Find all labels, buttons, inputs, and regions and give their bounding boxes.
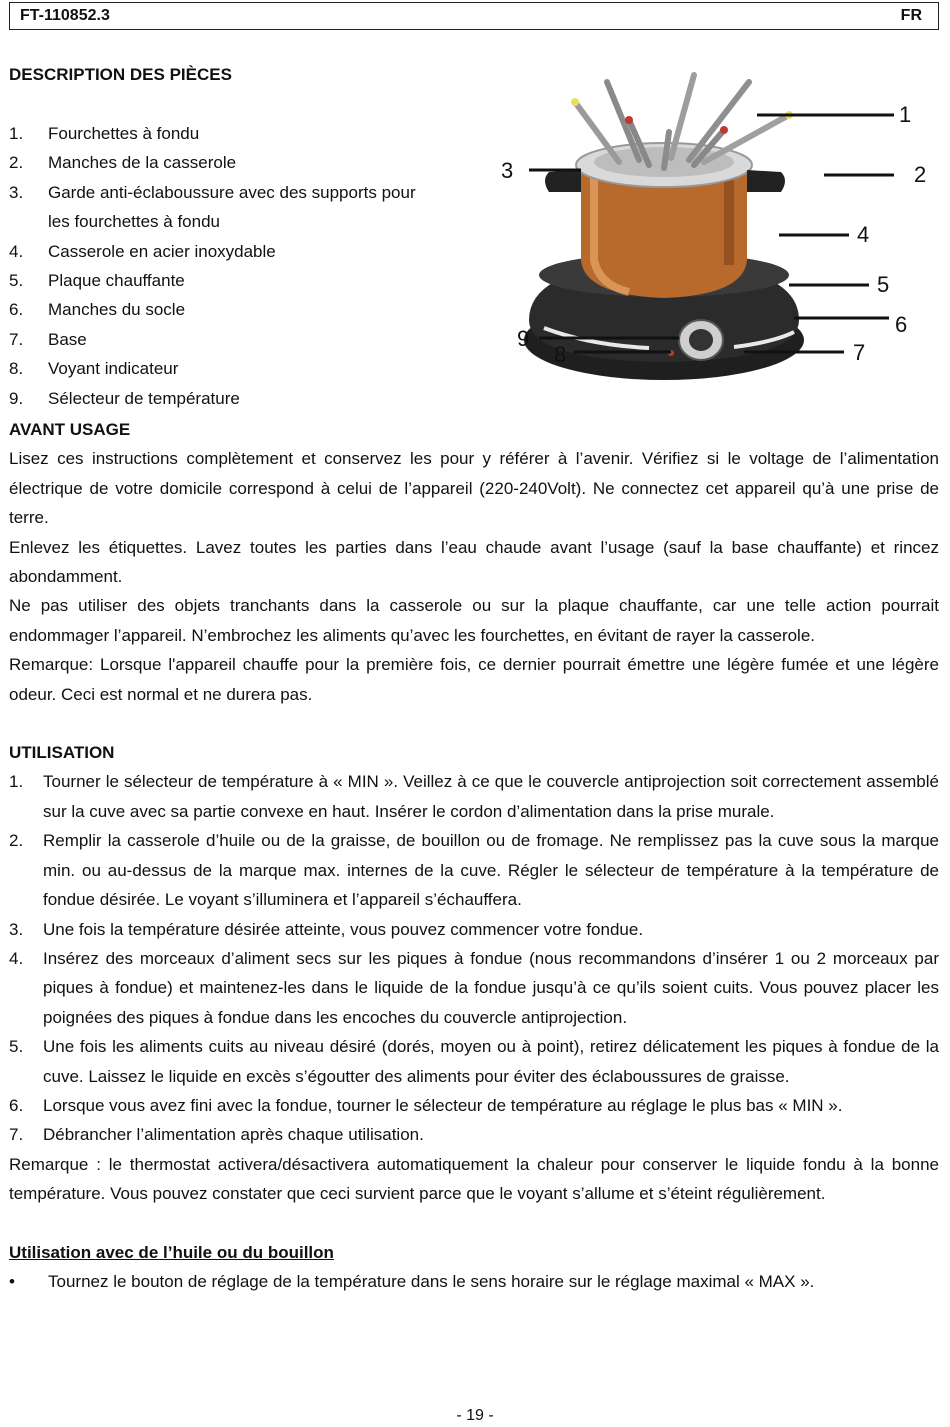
parts-list-item [9, 295, 429, 324]
utilisation-step [9, 944, 939, 1032]
page-content [9, 60, 939, 1296]
step-text: Remplir la casserole d’huile ou de la graisse, de bouillon ou de fromage. Ne remplissez pas la cuve sous la marque min. ou au-dessus de la marque max. internes de la cuve. Régler le sélecteur de température à la température de fondue désirée. Le voyant s’illuminera et l’appareil s’échauffera. [43, 831, 939, 910]
utilisation-remark: Remarque : le thermostat activera/désactivera automatiquement la chaleur pour conserver le liquide fondu à la bonne température. Vous pouvez constater que ceci survient parce que le voyant s’allume et s’éteint régulièrement. [9, 1154, 939, 1204]
part-number: 4. [9, 241, 24, 261]
page-header [9, 2, 939, 30]
part-label: Fourchettes à fondu [48, 124, 200, 143]
parts-title: DESCRIPTION DES PIÈCES [9, 65, 232, 84]
parts-list-item [9, 325, 429, 354]
parts-section [9, 60, 939, 415]
step-number: 3. [9, 919, 24, 939]
step-number: 7. [9, 1125, 24, 1145]
callout-7: 7 [853, 340, 866, 365]
pot-handle-left [545, 170, 581, 192]
parts-list-item [9, 354, 429, 383]
parts-list-item [9, 178, 429, 237]
pot-handle-right [747, 170, 785, 192]
avant-paragraph-2: Enlevez les étiquettes. Lavez toutes les parties dans l’eau chaude avant l’usage (sauf la base chauffante) et rincez abondamment. [9, 537, 939, 587]
avant-usage-title: AVANT USAGE [9, 420, 131, 439]
part-number: 8. [9, 359, 24, 379]
step-text: Insérez des morceaux d’aliment secs sur les piques à fondue (nous recommandons d’insérer 1 ou 2 morceaux par piques à fondue) et maintenez-les dans le liquide de la fondue jusqu’à ce qu’ils soient cuits. Vous pouvez placer les poignées des piques à fondue dans les encoches du couvercle antiprojection. [43, 948, 939, 1027]
part-label: Casserole en acier inoxydable [48, 241, 276, 261]
utilisation-step [9, 767, 939, 826]
page-number: - 19 - [456, 1407, 494, 1424]
oil-section-title: Utilisation avec de l’huile ou du bouillon [9, 1242, 334, 1262]
callout-4: 4 [857, 222, 870, 247]
step-number: 2. [9, 831, 24, 851]
part-number: 3. [9, 182, 24, 202]
avant-paragraph-3: Ne pas utiliser des objets tranchants dans la casserole ou sur la plaque chauffante, car une telle action pourrait endommager l’appareil. N’embrochez les aliments qu’avec les fourchettes, en évitant de rayer la casserole. [9, 596, 939, 645]
step-text: Tourner le sélecteur de température à « MIN ». Veillez à ce que le couvercle antiprojection soit correctement assemblé sur la cuve avec sa partie convexe en haut. Insérer le cordon d’alimentation dans la prise murale. [43, 772, 939, 821]
fondue-set-figure [489, 70, 934, 395]
document-code: FT-110852.3 [20, 7, 110, 25]
callout-3: 3 [501, 158, 514, 183]
callout-6: 6 [895, 312, 908, 337]
part-number: 9. [9, 388, 24, 408]
parts-list-item [9, 266, 429, 295]
part-number: 6. [9, 300, 24, 320]
utilisation-title: UTILISATION [9, 743, 115, 763]
step-number: 4. [9, 948, 24, 968]
callout-1: 1 [899, 102, 912, 127]
part-number: 5. [9, 271, 24, 291]
step-text: Débrancher l’alimentation après chaque utilisation. [43, 1125, 424, 1145]
avant-paragraph-1: Lisez ces instructions complètement et conservez les pour y référer à l’avenir. Vérifiez si le voltage de l’alimentation électrique de votre domicile correspond à celui de l’appareil (220-240Volt). Ne connectez cet appareil qu’à une prise de terre. [9, 449, 939, 528]
part-label: Sélecteur de température [48, 388, 240, 408]
parts-list [9, 119, 429, 413]
utilisation-step [9, 1091, 939, 1120]
part-label: Voyant indicateur [48, 359, 179, 379]
oil-bullet-item [9, 1267, 939, 1296]
utilisation-step [9, 915, 939, 944]
step-text: Lorsque vous avez fini avec la fondue, tourner le sélecteur de température au réglage le plus bas « MIN ». [43, 1095, 843, 1115]
step-text: Une fois les aliments cuits au niveau désiré (dorés, moyen ou à point), retirez délicatement les piques à fondue de la cuve. Laissez le liquide en excès s’égoutter des aliments pour éviter des éclaboussures de graisse. [43, 1037, 939, 1086]
parts-list-item [9, 119, 429, 148]
callout-2: 2 [914, 162, 927, 187]
spacer [9, 1209, 939, 1238]
callout-5: 5 [877, 272, 890, 297]
step-number: 6. [9, 1095, 24, 1115]
language-code: FR [900, 7, 922, 25]
part-number: 2. [9, 153, 24, 173]
utilisation-step [9, 1120, 939, 1149]
bullet-icon: • [9, 1271, 15, 1291]
part-label: Manches de la casserole [48, 153, 237, 173]
callout-8: 8 [554, 342, 567, 367]
part-label: Base [48, 329, 87, 349]
utilisation-step [9, 1032, 939, 1091]
oil-bullet-text: Tournez le bouton de réglage de la température dans le sens horaire sur le réglage maximal « MAX ». [48, 1271, 815, 1291]
parts-list-item [9, 148, 429, 177]
part-label: Manches du socle [48, 300, 186, 320]
parts-list-item [9, 237, 429, 266]
parts-list-item [9, 384, 429, 413]
step-number: 1. [9, 772, 24, 792]
step-text: Une fois la température désirée atteinte, vous pouvez commencer votre fondue. [43, 919, 644, 939]
part-label: Garde anti-éclaboussure avec des supports pour les fourchettes à fondu [48, 182, 416, 232]
callout-9: 9 [517, 326, 530, 351]
utilisation-step [9, 826, 939, 914]
utilisation-steps [9, 767, 939, 1149]
spacer [9, 709, 939, 738]
part-number: 7. [9, 329, 24, 349]
part-number: 1. [9, 124, 24, 143]
avant-paragraph-4: Remarque: Lorsque l'appareil chauffe pour la première fois, ce dernier pourrait émettre une légère fumée et une légère odeur. Ceci est normal et ne durera pas. [9, 655, 939, 704]
part-label: Plaque chauffante [48, 271, 185, 291]
step-number: 5. [9, 1037, 24, 1057]
